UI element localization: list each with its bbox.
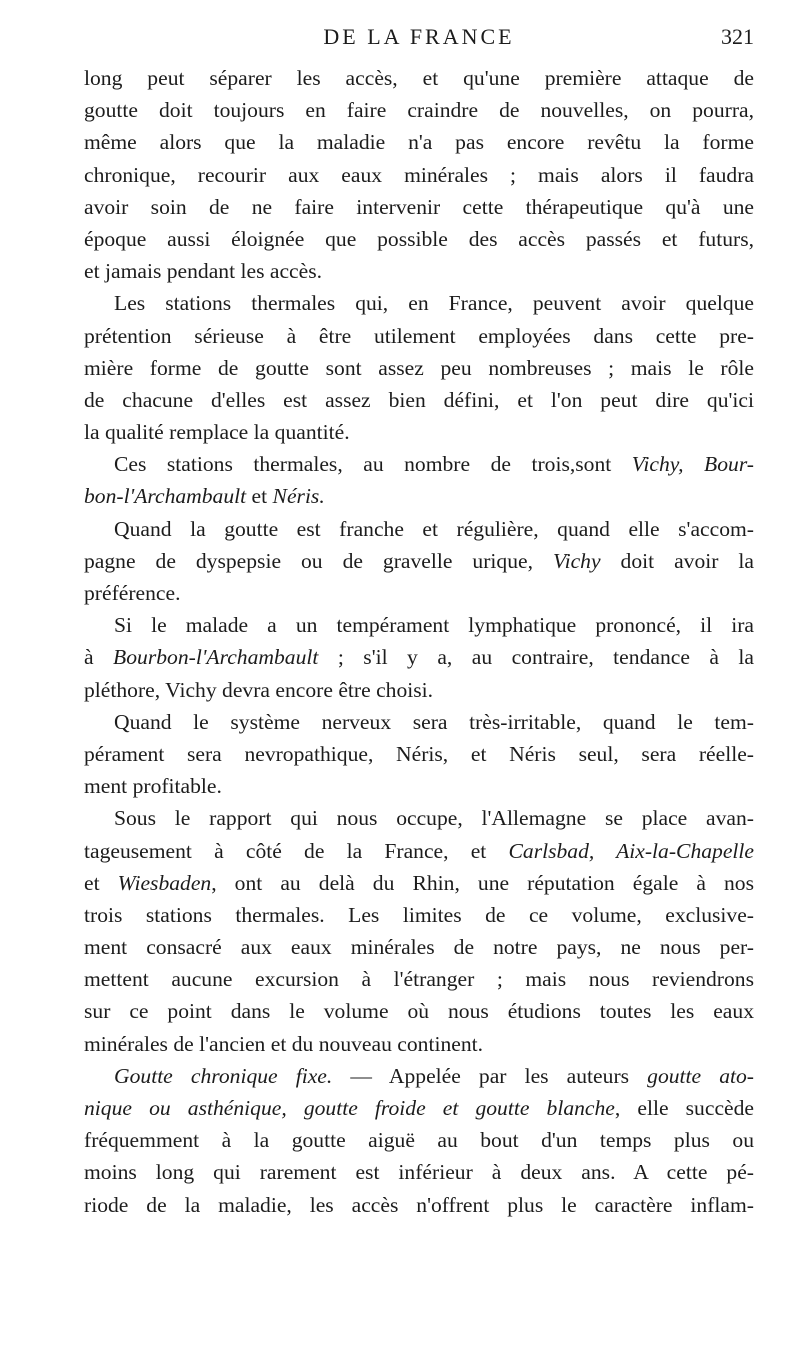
italic-section-heading: Goutte chronique fixe. <box>114 1063 333 1088</box>
text-line: riode de la maladie, les accès n'offrent plus le caractère inflam- <box>84 1192 754 1217</box>
text-line: même alors que la maladie n'a pas encore revêtu la forme <box>84 130 754 155</box>
text-line: chronique, recourir aux eaux minérales ; mais alors il faudra <box>84 162 754 187</box>
text-line: bon-l'Archambault et Néris. <box>84 484 325 509</box>
text-line: Ces stations thermales, au nombre de trois,sont Vichy, Bour- <box>114 452 754 477</box>
text-line: mière forme de goutte sont assez peu nombreuses ; mais le rôle <box>84 355 754 380</box>
text-line: Goutte chronique fixe. — Appelée par les auteurs goutte ato- <box>114 1063 754 1088</box>
italic-place-name: Carlsbad, Aix-la-Chapelle <box>508 838 755 863</box>
text-line: Les stations thermales qui, en France, peuvent avoir quelque <box>114 291 754 316</box>
text-line: pérament sera nevropathique, Néris, et Néris seul, sera réelle- <box>84 741 754 766</box>
text-line: préférence. <box>84 581 181 605</box>
text-line: la qualité remplace la quantité. <box>84 420 350 445</box>
text-line: long peut séparer les accès, et qu'une première attaque de <box>84 66 754 90</box>
text-line: trois stations thermales. Les limites de ce volume, exclusive- <box>84 902 754 927</box>
italic-place-name: Bourbon-l'Archambault <box>113 645 319 670</box>
italic-place-name: Néris. <box>272 484 325 509</box>
text-line: ment consacré aux eaux minérales de notre pays, ne nous per- <box>84 935 754 960</box>
running-head <box>84 18 754 56</box>
italic-term: nique ou asthénique, goutte froide et goutte blanche <box>84 1096 615 1120</box>
text-line: de chacune d'elles est assez bien défini, et l'on peut dire qu'ici <box>84 387 754 412</box>
text-line: et jamais pendant les accès. <box>84 259 323 284</box>
italic-term: goutte ato- <box>647 1063 754 1088</box>
text-line: Quand la goutte est franche et régulière, quand elle s'accom- <box>114 516 754 541</box>
text-line: pléthore, Vichy devra encore être choisi. <box>84 677 434 702</box>
text-line: prétention sérieuse à être utilement employées dans cette pre- <box>84 323 754 348</box>
text-line: pagne de dyspepsie ou de gravelle urique, Vichy doit avoir la <box>84 548 755 573</box>
italic-place-name: Vichy, Bour- <box>631 452 754 477</box>
text-line: Quand le système nerveux sera très-irritable, quand le tem- <box>114 709 754 734</box>
running-title: DE LA FRANCE <box>323 24 515 49</box>
italic-place-name: Wiesbaden <box>117 870 212 895</box>
page-number: 321 <box>721 24 754 49</box>
text-line: avoir soin de ne faire intervenir cette thérapeutique qu'à une <box>84 194 754 219</box>
text-line: ment profitable. <box>84 774 222 799</box>
text-line: goutte doit toujours en faire craindre de nouvelles, on pourra, <box>84 98 754 123</box>
text-line: moins long qui rarement est inférieur à deux ans. A cette pé- <box>84 1160 754 1185</box>
text-line: tageusement à côté de la France, et Carlsbad, Aix-la-Chapelle <box>84 838 755 863</box>
text-line: et Wiesbaden, ont au delà du Rhin, une réputation égale à nos <box>84 870 755 895</box>
text-line: époque aussi éloignée que possible des accès passés et futurs, <box>84 226 754 251</box>
text-line: à Bourbon-l'Archambault ; s'il y a, au contraire, tendance à la <box>84 645 754 670</box>
body-text <box>84 62 754 1221</box>
italic-place-name: Vichy <box>552 548 601 573</box>
text-line: Si le malade a un tempérament lymphatique prononcé, il ira <box>114 613 754 638</box>
text-line: nique ou asthénique, goutte froide et goutte blanche, elle succède <box>84 1096 754 1120</box>
text-line: mettent aucune excursion à l'étranger ; mais nous reviendrons <box>84 967 754 992</box>
text-line: minérales de l'ancien et du nouveau continent. <box>84 1031 484 1056</box>
text-line: Sous le rapport qui nous occupe, l'Allemagne se place avan- <box>114 806 754 831</box>
text-line: sur ce point dans le volume où nous étudions toutes les eaux <box>84 999 754 1024</box>
text-line: fréquemment à la goutte aiguë au bout d'un temps plus ou <box>84 1128 754 1153</box>
italic-place-name: bon-l'Archambault <box>84 484 247 509</box>
